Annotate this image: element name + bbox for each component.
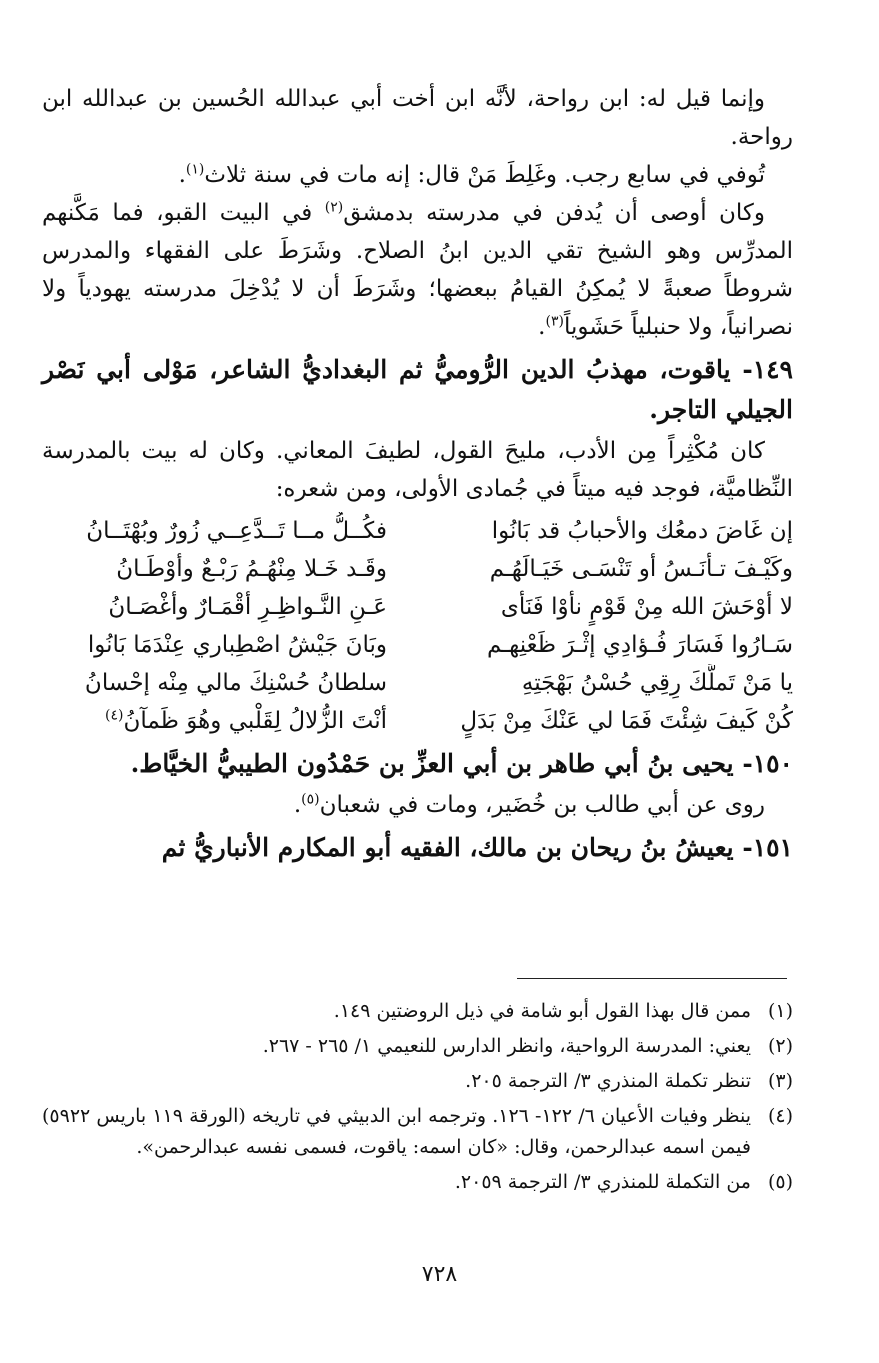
poem-hemistich-second: سلطانُ حُسْنِكَ مالي مِنْه إحْسانُ <box>84 670 387 696</box>
footnotes <box>42 996 793 1202</box>
paragraph-2 <box>42 156 793 194</box>
poem-hemistich-first: سَـارُوا فَسَارَ فُـؤادِي إثْـرَ ظَعْنِهـم <box>487 632 793 658</box>
footnote-text: ممن قال بهذا القول أبو شامة في ذيل الروضتين ١٤٩. <box>333 1000 751 1022</box>
poem-hemistich-second-text: أنْتَ الزُّلالُ لِقَلْبي وهُوَ ظَمآنُ <box>123 708 387 734</box>
poem-line <box>42 664 793 702</box>
entry-151-heading: ١٥١- يعيشُ بنُ ريحان بن مالك، الفقيه أبو المكارم الأنباريُّ ثم <box>161 833 793 862</box>
footnote-text: من التكملة للمنذري ٣/ الترجمة ٢٠٥٩. <box>454 1171 751 1193</box>
poem-line <box>42 512 793 550</box>
poem <box>42 512 793 740</box>
footnote <box>42 1101 793 1163</box>
footnote-number: (١) <box>767 1000 793 1022</box>
paragraph-5-end: . <box>293 792 302 818</box>
entry-149-heading: ١٤٩- ياقوت، مهذبُ الدين الرُّوميُّ ثم البغداديُّ الشاعر، مَوْلى أبي نَصْر الجيلي التاجر. <box>42 355 793 424</box>
poem-hemistich-first: إن غَاضَ دمعُك والأحبابُ قد بَانُوا <box>491 518 793 544</box>
footnote <box>42 1066 793 1097</box>
poem-line <box>42 626 793 664</box>
footnote <box>42 996 793 1027</box>
footnote-number: (٤) <box>767 1105 793 1127</box>
paragraph-2-end: . <box>178 162 186 188</box>
footnote <box>42 1031 793 1062</box>
poem-hemistich-first: كُنْ كَيفَ شِئْتَ فَمَا لي عَنْكَ مِنْ بَدَلٍ <box>460 708 793 734</box>
poem-line <box>42 550 793 588</box>
paragraph-3 <box>42 194 793 346</box>
poem-hemistich-second <box>42 702 387 740</box>
footnote-text: تنظر تكملة المنذري ٣/ الترجمة ٢٠٥. <box>465 1070 751 1092</box>
footnote-ref-4[interactable]: (٤) <box>105 707 124 724</box>
paragraph-4: كان مُكْثِراً مِن الأدب، مليحَ القول، لطيفَ المعاني. وكان له بيت بالمدرسة النِّظاميَّة، فوجد فيه ميتاً في جُمادى الأولى، ومن شعره: <box>42 438 793 502</box>
footnote-number: (٥) <box>767 1171 793 1193</box>
footnote-ref-3[interactable]: (٣) <box>545 313 564 330</box>
footnote-number: (٣) <box>767 1070 793 1092</box>
footnote-ref-1[interactable]: (١) <box>185 161 205 178</box>
paragraph-3-text-a: وكان أوصى أن يُدفن في مدرسته بدمشق <box>343 200 765 226</box>
page-number: ٧٢٨ <box>421 1262 458 1287</box>
paragraph-5 <box>42 786 793 824</box>
poem-hemistich-second: فكُــلُّ مــا تَــدَّعِــي زُورٌ وبُهْتَــانُ <box>86 518 387 544</box>
poem-line <box>42 702 793 740</box>
footnote <box>42 1167 793 1198</box>
footnote-ref-2[interactable]: (٢) <box>324 199 344 216</box>
footnote-number: (٢) <box>767 1035 793 1057</box>
poem-hemistich-second: وبَانَ جَيْشُ اصْطِباري عِنْدَمَا بَانُوا <box>87 632 387 658</box>
paragraph-3-end: . <box>538 314 546 340</box>
footnote-divider <box>517 978 787 979</box>
main-text <box>42 80 793 868</box>
footnote-text: ينظر وفيات الأعيان ٦/ ١٢٢- ١٢٦. وترجمه ابن الدبيثي في تاريخه (الورقة ١١٩ باريس ٥٩٢٢) فيمن اسمه عبدالرحمن، وقال: «كان اسمه: ياقوت، فسمى نفسه عبدالرحمن». <box>42 1105 752 1158</box>
footnote-ref-5[interactable]: (٥) <box>301 791 320 808</box>
poem-hemistich-first: يا مَنْ تَملَّكَ رِقِي حُسْنُ بَهْجَتِهِ <box>521 670 793 696</box>
paragraph-1: وإنما قيل له: ابن رواحة، لأنَّه ابن أخت أبي عبدالله الحُسين بن عبدالله ابن رواحة. <box>42 86 793 150</box>
poem-hemistich-second: وقَـد خَـلا مِنْهُـمُ رَبْـعٌ وأوْطَـانُ <box>116 556 387 582</box>
poem-line <box>42 588 793 626</box>
poem-hemistich-first: وكَيْـفَ تـأنَـسُ أو تَنْسَـى خَيَـالَهُـم <box>489 556 793 582</box>
paragraph-2-text: تُوفي في سابع رجب. وغَلِطَ مَنْ قال: إنه مات في سنة ثلاث <box>204 162 765 188</box>
entry-150-heading: ١٥٠- يحيى بنُ أبي طاهر بن أبي العزِّ بن حَمْدُون الطيبيُّ الخيَّاط. <box>130 749 793 778</box>
poem-hemistich-first: لا أوْحَشَ الله مِنْ قَوْمٍ نأوْا فَنَأى <box>500 594 793 620</box>
poem-hemistich-second: عَـنِ النَّـواظِـرِ أقْمَـارٌ وأغْصَـانُ <box>108 594 387 620</box>
paragraph-5-text: روى عن أبي طالب بن خُضَير، ومات في شعبان <box>319 792 765 818</box>
footnote-text: يعني: المدرسة الرواحية، وانظر الدارس للنعيمي ١/ ٢٦٥ - ٢٦٧. <box>262 1035 751 1057</box>
paragraph-3-text-b: في البيت القبو، فما مَكَّنهم المدرِّس وهو الشيخ تقي الدين ابنُ الصلاح. وشَرَطَ على الفقهاء والمدرس شروطاً صعبةً لا يُمكِنُ القيامُ ببعضها؛ وشَرَطَ أن لا يُدْخِلَ مدرسته يهودياً ولا نصرانياً، ولا حنبلياً حَشَوياً <box>42 200 793 340</box>
